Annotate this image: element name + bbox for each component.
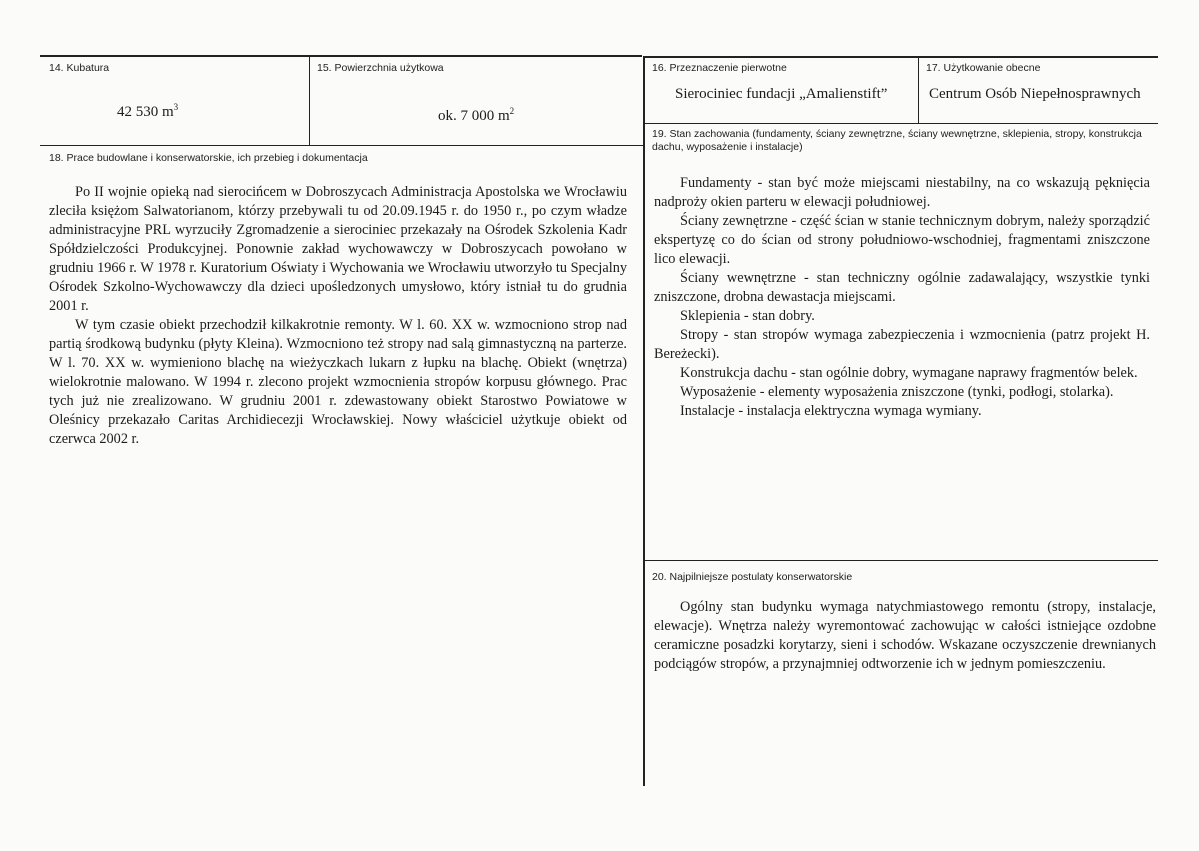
field-19-label: 19. Stan zachowania (fundamenty, ściany zewnętrzne, ściany wewnętrzne, sklepienia, stropy, konstrukcja dachu, wyposażenie i instalacje) [652, 128, 1142, 153]
area-value: ok. 7 000 m [438, 108, 510, 124]
rule-above-20 [644, 560, 1158, 561]
kubatura-unit-exponent: 3 [173, 102, 179, 112]
field-18-paragraph: W tym czasie obiekt przechodził kilkakrotnie remonty. W l. 60. XX w. wzmocniono strop nad partią środkową budynku (płyty Kleina). Wzmocniono też stropy nad salą gimnastyczną na parterze. W l. 70. XX w. wymieniono blachę na wieżyczkach lukarn z łupku na blachę. Obiekt (wnętrza) wielokrotnie malowano. W 1994 r. zlecono projekt wzmocnienia stropów korpusu głównego. Prac tych już nie zrealizowano. W grudniu 2001 r. zdewastowany obiekt Starostwo Powiatowe w Oleśnicy przekazało Caritas Archidiecezji Wrocławskiej. Nowy właściciel użytkuje obiekt od czerwca 2002 r. [49, 317, 627, 447]
rule-above-19 [644, 123, 1158, 124]
field-14-label: 14. Kubatura [49, 62, 110, 74]
field-19-paragraph: Wyposażenie - elementy wyposażenia zniszczone (tynki, podłogi, stolarka). [680, 384, 1114, 400]
divider-16-17 [918, 57, 919, 123]
top-rule-left [40, 55, 642, 57]
field-17-value: Centrum Osób Niepełnosprawnych [929, 86, 1141, 102]
field-15-value [438, 102, 514, 125]
kubatura-value: 42 530 m [117, 104, 174, 120]
field-19-paragraph: Instalacje - instalacja elektryczna wymaga wymiany. [680, 403, 982, 419]
rule-above-18 [40, 145, 643, 146]
field-19-text [654, 174, 1150, 421]
field-14-value [117, 98, 178, 121]
top-rule-right [644, 56, 1158, 58]
field-18-paragraph: Po II wojnie opieką nad sierocińcem w Dobroszycach Administracja Apostolska we Wrocławiu zleciła księżom Salwatorianom, którzy przebywali tu od 20.09.1945 r. do 1950 r., po czym władze administracyjne PRL wyrzuciły Zgromadzenie a sierociniec przekazały na Ośrodek Szkolenia Kadr Spółdzielczości Produkcyjnej. Ponownie zakład wychowawczy w Dobroszycach powołano w grudniu 1966 r. W 1978 r. Kuratorium Oświaty i Wychowania we Wrocławiu utworzyło tu Specjalny Ośrodek Szkolno-Wychowawczy dla dzieci upośledzonych umysłowo, który istniał tu do grudnia 2001 r. [49, 184, 627, 314]
divider-14-15 [309, 56, 310, 146]
area-unit-exponent: 2 [509, 106, 515, 116]
field-17-label: 17. Użytkowanie obecne [926, 62, 1041, 74]
field-18-label: 18. Prace budowlane i konserwatorskie, ich przebieg i dokumentacja [49, 152, 368, 164]
field-19-paragraph: Stropy - stan stropów wymaga zabezpieczenia i wzmocnienia (patrz projekt H. Bereżecki). [654, 327, 1150, 362]
field-19-paragraph: Sklepienia - stan dobry. [680, 308, 815, 324]
field-19-paragraph: Konstrukcja dachu - stan ogólnie dobry, wymagane naprawy fragmentów belek. [680, 365, 1138, 381]
field-16-value: Sierociniec fundacji „Amalienstift” [675, 86, 888, 102]
field-18-text [49, 183, 627, 449]
field-19-paragraph: Fundamenty - stan być może miejscami niestabilny, na co wskazują pęknięcia nadproży okien parteru w elewacji południowej. [654, 175, 1150, 210]
field-15-label: 15. Powierzchnia użytkowa [317, 62, 444, 74]
field-20-label: 20. Najpilniejsze postulaty konserwatorskie [652, 571, 853, 583]
field-20-paragraph: Ogólny stan budynku wymaga natychmiastowego remontu (stropy, instalacje, elewacje). Wnętrza należy wyremontować zachowując w całości istniejące ozdobne ceramiczne posadzki korytarzy, sieni i schodów. Wskazane oczyszczenie drewnianych podciągów stropów, a przynajmniej odtworzenie ich w jednym pomieszczeniu. [654, 599, 1156, 672]
center-divider [643, 56, 645, 786]
field-16-label: 16. Przeznaczenie pierwotne [652, 62, 787, 74]
field-20-text [654, 598, 1156, 674]
field-19-paragraph: Ściany wewnętrzne - stan techniczny ogólnie zadawalający, wszystkie tynki zniszczone, drobna dewastacja miejscami. [654, 270, 1150, 305]
field-19-paragraph: Ściany zewnętrzne - część ścian w stanie technicznym dobrym, należy sporządzić ekspertyzę co do ścian od strony południowo-wschodniej, fragmentami zniszczone lico elewacji. [654, 213, 1150, 267]
